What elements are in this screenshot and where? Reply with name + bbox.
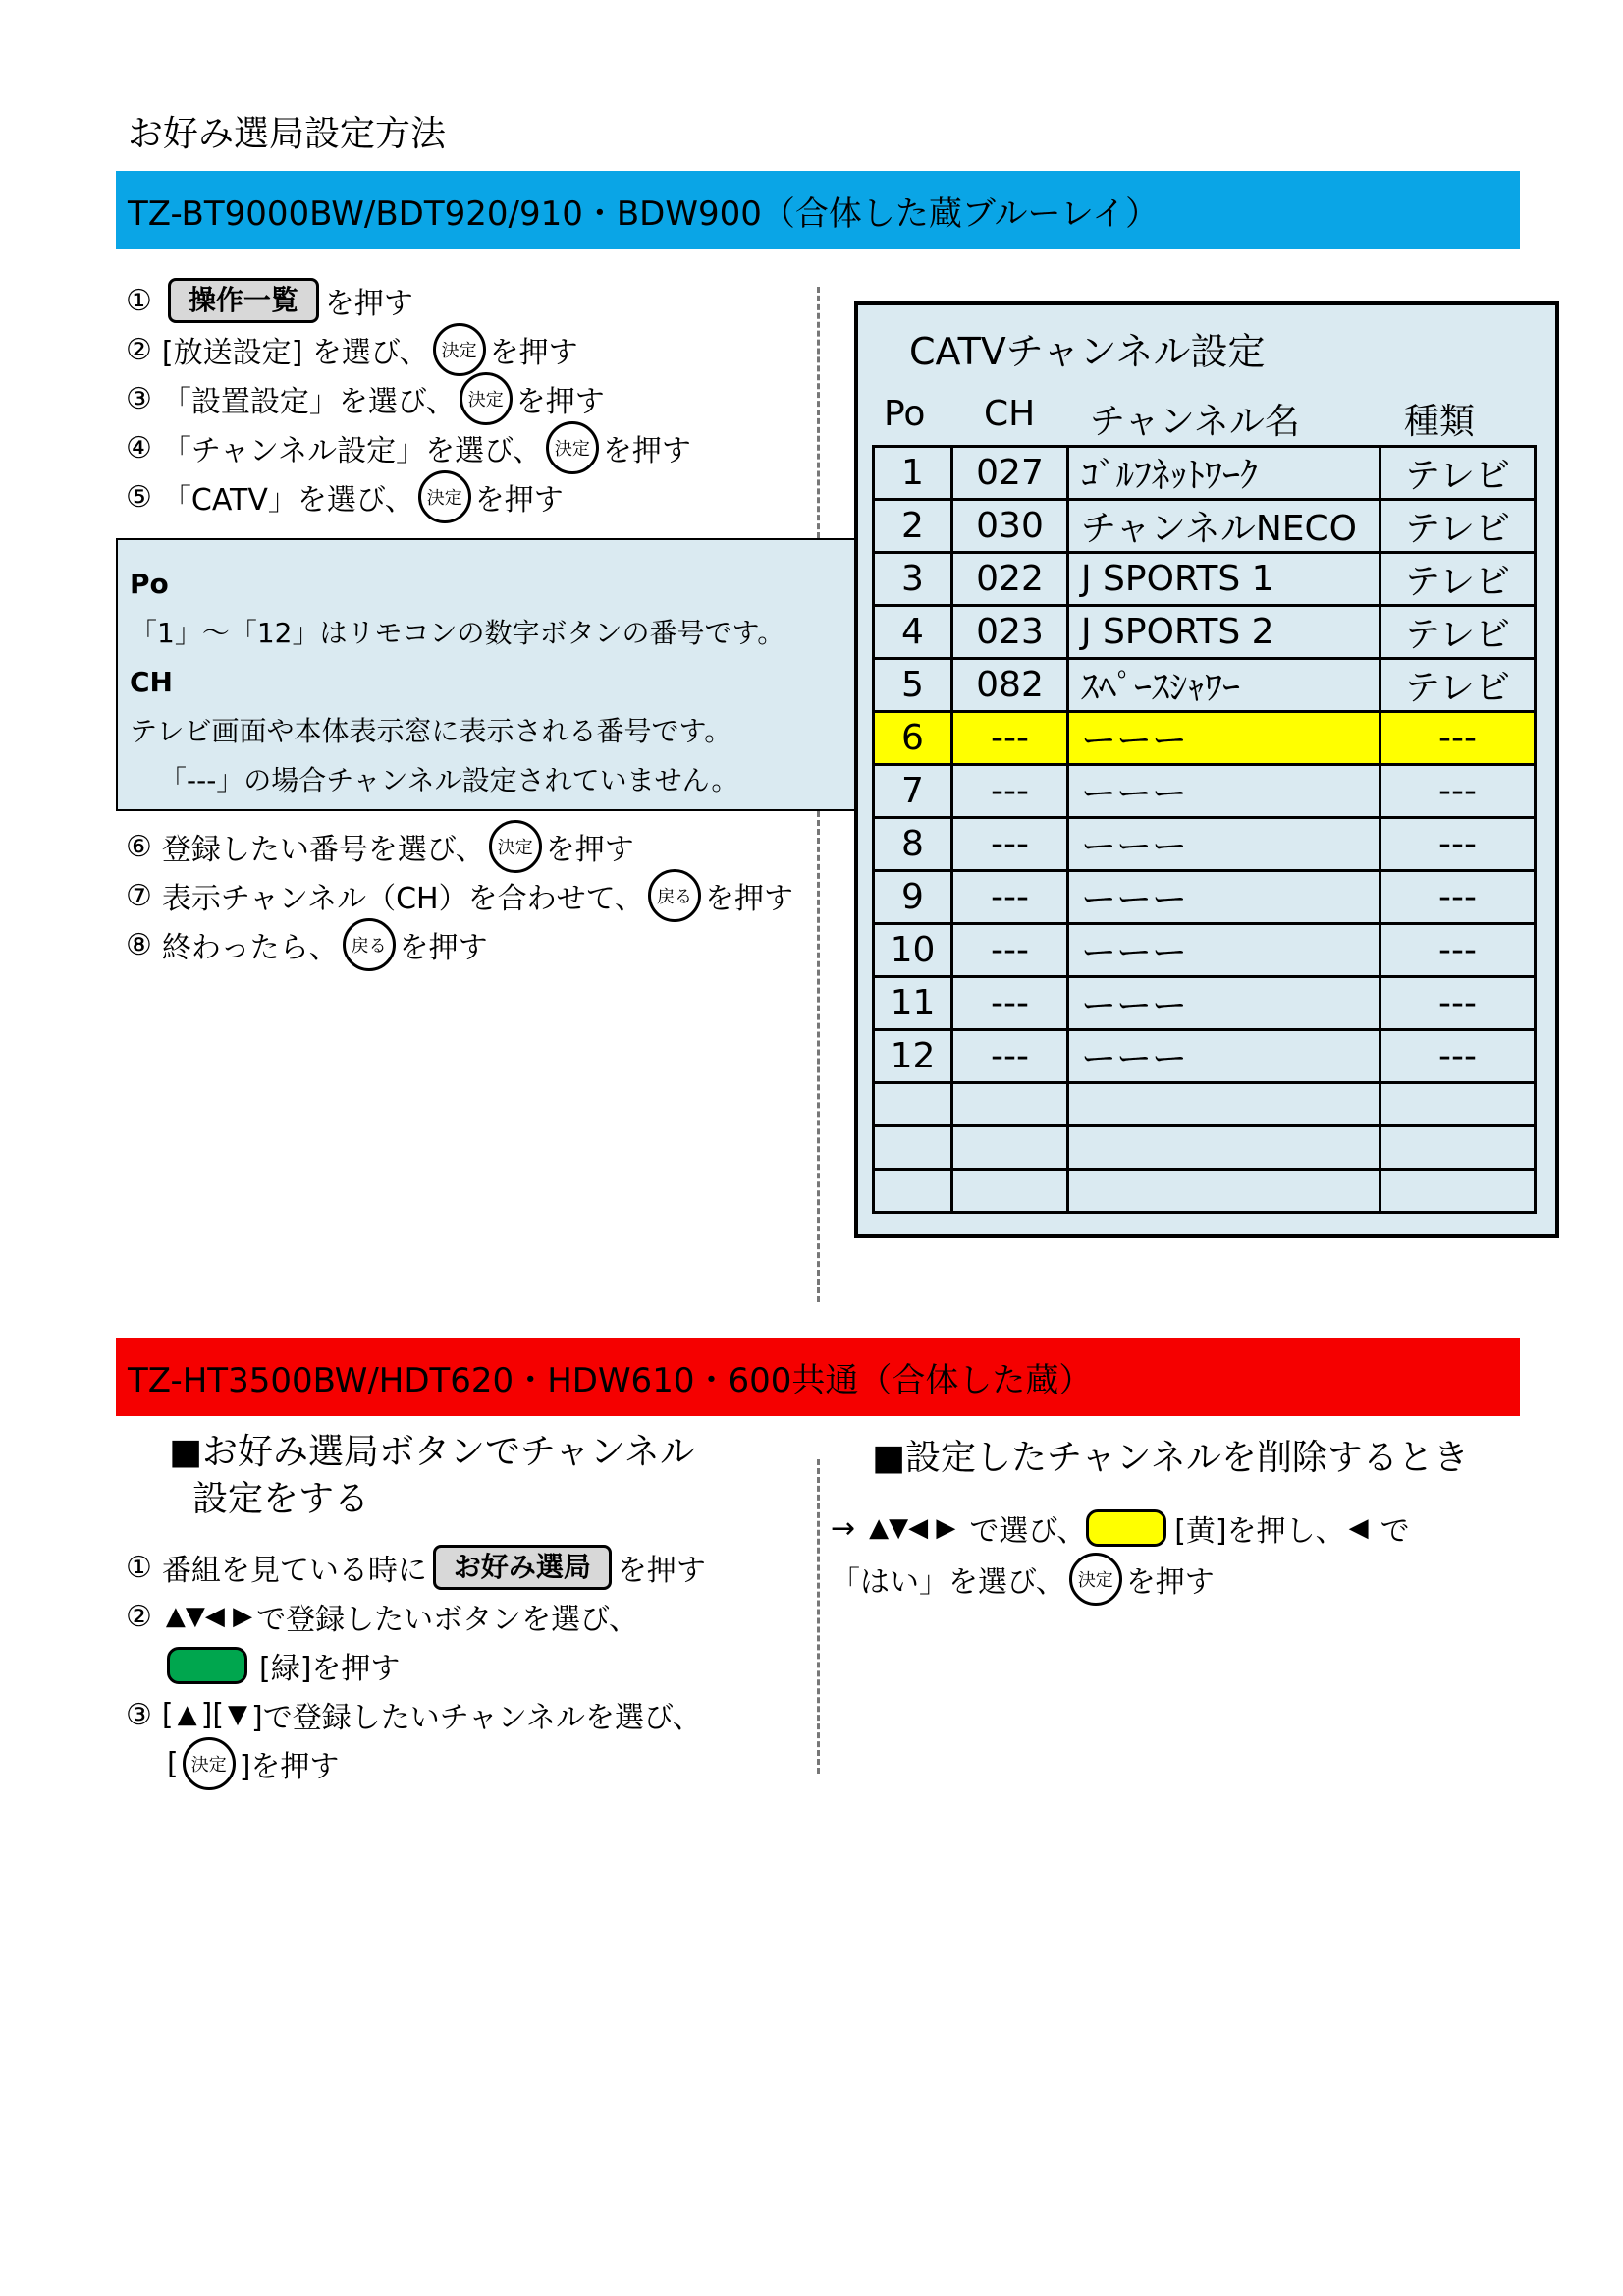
cell-po: 12 xyxy=(874,1030,952,1083)
cell-ch: --- xyxy=(952,977,1068,1030)
cell-ch: --- xyxy=(952,818,1068,871)
cell-ch: --- xyxy=(952,871,1068,924)
cell-po: 9 xyxy=(874,871,952,924)
step-text: [黄]を押し、 xyxy=(1174,1514,1345,1549)
cell-ch: 027 xyxy=(952,447,1068,500)
step-text: を押す xyxy=(474,483,564,518)
channel-row xyxy=(874,765,1536,818)
cell-type: --- xyxy=(1380,977,1536,1030)
col-header-type: 種類 xyxy=(1404,402,1476,442)
section1-header: TZ-BT9000BW/BDT920/910・BDW900（合体した蔵ブルーレイ） xyxy=(116,171,1520,249)
step-1 xyxy=(126,279,413,322)
cell-po: 4 xyxy=(874,606,952,659)
back-key-icon: 戻る xyxy=(343,918,396,971)
catv-channel-panel xyxy=(854,301,1559,1238)
left-heading: ■お好み選局ボタンでチャンネル xyxy=(169,1432,695,1472)
step-text: を押す xyxy=(489,336,578,370)
arrow-icon: → xyxy=(831,1510,856,1546)
step-text: で xyxy=(1380,1514,1410,1549)
ch-text: 「---」の場合チャンネル設定されていません。 xyxy=(159,764,739,796)
cell-type: --- xyxy=(1380,871,1536,924)
left-heading-line2: 設定をする xyxy=(192,1479,370,1519)
cell-name: ｺﾞﾙﾌﾈｯﾄﾜｰｸ xyxy=(1068,447,1380,500)
cell-ch: --- xyxy=(952,924,1068,977)
step-8 xyxy=(126,923,488,966)
arrow-keys-icon: ▲▼◀ ▶ xyxy=(869,1513,956,1543)
step-text: で登録したいボタンを選び、 xyxy=(256,1603,638,1637)
cell-name: ーーー xyxy=(1068,712,1380,765)
cell-type: テレビ xyxy=(1380,606,1536,659)
enter-key-icon: 決定 xyxy=(546,421,599,474)
cell-po: 3 xyxy=(874,553,952,606)
po-heading: Po xyxy=(130,568,169,600)
step-text: で選び、 xyxy=(969,1514,1087,1549)
cell-name: ｽﾍﾟｰｽｼｬﾜｰ xyxy=(1068,659,1380,712)
s2-step-3b xyxy=(167,1742,339,1785)
cell-type: --- xyxy=(1380,712,1536,765)
col-header-name: チャンネル名 xyxy=(1090,402,1300,442)
enter-key-icon: 決定 xyxy=(433,323,486,376)
channel-table xyxy=(872,445,1537,1214)
green-button-icon xyxy=(167,1647,247,1684)
step-text: 表示チャンネル（CH）を合わせて、 xyxy=(161,882,645,916)
step-text: を押す xyxy=(399,931,488,965)
channel-row xyxy=(874,553,1536,606)
channel-row xyxy=(874,1126,1536,1170)
cell-po: 1 xyxy=(874,447,952,500)
s2-step-2b xyxy=(167,1644,400,1687)
cell-po xyxy=(874,1170,952,1213)
s2-step-3 xyxy=(126,1693,702,1736)
cell-po: 11 xyxy=(874,977,952,1030)
cell-name: ーーー xyxy=(1068,924,1380,977)
cell-name: ーーー xyxy=(1068,765,1380,818)
enter-key-icon: 決定 xyxy=(489,820,542,873)
step-number: ② xyxy=(126,1599,152,1634)
back-key-icon: 戻る xyxy=(648,869,701,922)
step-text: 「CATV」を選び、 xyxy=(161,483,414,518)
panel-title: CATVチャンネル設定 xyxy=(909,330,1266,373)
cell-name: J SPORTS 1 xyxy=(1068,553,1380,606)
channel-row xyxy=(874,1083,1536,1126)
channel-row xyxy=(874,818,1536,871)
page-title: お好み選局設定方法 xyxy=(128,114,447,154)
s2-step-1 xyxy=(126,1546,706,1589)
step-7 xyxy=(126,874,793,917)
cell-name: ーーー xyxy=(1068,977,1380,1030)
channel-row xyxy=(874,924,1536,977)
cell-name xyxy=(1068,1083,1380,1126)
cell-ch xyxy=(952,1170,1068,1213)
cell-po: 10 xyxy=(874,924,952,977)
arrow-keys-icon: ▲▼◀ ▶ xyxy=(165,1602,253,1631)
cell-ch: 082 xyxy=(952,659,1068,712)
channel-row xyxy=(874,712,1536,765)
cell-type xyxy=(1380,1126,1536,1170)
s2-step-2 xyxy=(126,1595,638,1638)
enter-key-icon: 決定 xyxy=(460,372,513,425)
step-number: ① xyxy=(126,283,152,318)
right-heading: ■設定したチャンネルを削除するとき xyxy=(872,1438,1469,1478)
cell-name xyxy=(1068,1126,1380,1170)
channel-row xyxy=(874,659,1536,712)
step-number: ② xyxy=(126,332,152,367)
channel-row xyxy=(874,447,1536,500)
operation-list-key: 操作一覧 xyxy=(168,278,319,323)
enter-key-icon: 決定 xyxy=(1069,1553,1122,1606)
step-text: 「設置設定」を選び、 xyxy=(161,385,456,419)
ch-heading: CH xyxy=(130,666,173,698)
cell-type: テレビ xyxy=(1380,500,1536,553)
cell-type: --- xyxy=(1380,818,1536,871)
down-arrow-icon: ▼ xyxy=(228,1700,248,1729)
channel-row xyxy=(874,871,1536,924)
up-arrow-icon: ▲ xyxy=(177,1700,197,1729)
step-number: ④ xyxy=(126,430,152,465)
cell-type: テレビ xyxy=(1380,553,1536,606)
cell-type xyxy=(1380,1083,1536,1126)
left-arrow-icon: ◀ xyxy=(1348,1513,1369,1543)
step-text: を押す xyxy=(602,434,691,468)
step-number: ⑦ xyxy=(126,878,152,913)
step-number: ① xyxy=(126,1550,152,1585)
cell-po: 5 xyxy=(874,659,952,712)
step-text: [放送設定] を選び、 xyxy=(161,336,429,370)
step-text: 番組を見ている時に xyxy=(161,1554,427,1588)
cell-name: チャンネルNECO xyxy=(1068,500,1380,553)
cell-name: ーーー xyxy=(1068,818,1380,871)
cell-name: ーーー xyxy=(1068,1030,1380,1083)
cell-ch: 023 xyxy=(952,606,1068,659)
cell-po: 2 xyxy=(874,500,952,553)
yellow-button-icon xyxy=(1086,1509,1166,1547)
cell-name: J SPORTS 2 xyxy=(1068,606,1380,659)
step-text: 「はい」を選び、 xyxy=(831,1565,1065,1600)
cell-type: --- xyxy=(1380,924,1536,977)
step-text: ]を押す xyxy=(239,1750,340,1784)
col-header-ch: CH xyxy=(984,394,1036,434)
cell-type: テレビ xyxy=(1380,447,1536,500)
channel-row xyxy=(874,500,1536,553)
step-text: を押す xyxy=(515,385,605,419)
divider-line xyxy=(817,811,820,1302)
step-text: を押す xyxy=(324,287,413,321)
bracket: ][ xyxy=(200,1697,225,1732)
cell-ch: --- xyxy=(952,765,1068,818)
step-text: を押す xyxy=(1125,1565,1215,1600)
cell-po: 8 xyxy=(874,818,952,871)
channel-row xyxy=(874,1030,1536,1083)
info-box xyxy=(116,538,862,811)
enter-key-icon: 決定 xyxy=(418,470,471,523)
cell-type: --- xyxy=(1380,765,1536,818)
cell-ch: --- xyxy=(952,1030,1068,1083)
favorite-channel-key: お好み選局 xyxy=(433,1545,612,1590)
delete-instructions-line1 xyxy=(831,1506,1410,1550)
cell-ch xyxy=(952,1083,1068,1126)
step-5 xyxy=(126,475,564,519)
cell-name: ーーー xyxy=(1068,871,1380,924)
delete-instructions-line2 xyxy=(831,1558,1215,1601)
step-text: ]で登録したいチャンネルを選び、 xyxy=(251,1701,702,1735)
step-text: 登録したい番号を選び、 xyxy=(161,833,485,867)
cell-po: 7 xyxy=(874,765,952,818)
cell-type: テレビ xyxy=(1380,659,1536,712)
bracket: [ xyxy=(167,1746,179,1781)
cell-po xyxy=(874,1126,952,1170)
step-number: ⑧ xyxy=(126,927,152,962)
ch-text: テレビ画面や本体表示窓に表示される番号です。 xyxy=(130,715,732,747)
enter-key-icon: 決定 xyxy=(183,1737,236,1790)
step-3 xyxy=(126,377,605,420)
step-number: ⑥ xyxy=(126,829,152,864)
step-number: ⑤ xyxy=(126,479,152,515)
cell-type: --- xyxy=(1380,1030,1536,1083)
cell-ch: --- xyxy=(952,712,1068,765)
step-4 xyxy=(126,426,691,469)
cell-ch: 030 xyxy=(952,500,1068,553)
cell-type xyxy=(1380,1170,1536,1213)
cell-po: 6 xyxy=(874,712,952,765)
step-text: を押す xyxy=(617,1554,706,1588)
step-text: 「チャンネル設定」を選び、 xyxy=(161,434,542,468)
bracket: [ xyxy=(161,1697,174,1732)
cell-name xyxy=(1068,1170,1380,1213)
cell-po xyxy=(874,1083,952,1126)
cell-ch xyxy=(952,1126,1068,1170)
step-text: [緑]を押す xyxy=(259,1652,401,1686)
cell-ch: 022 xyxy=(952,553,1068,606)
step-number: ③ xyxy=(126,1697,152,1732)
channel-row xyxy=(874,1170,1536,1213)
po-text: 「1」～「12」はリモコンの数字ボタンの番号です。 xyxy=(130,617,785,649)
step-2 xyxy=(126,328,578,371)
step-6 xyxy=(126,825,634,868)
col-header-po: Po xyxy=(884,394,926,434)
channel-row xyxy=(874,977,1536,1030)
divider-line xyxy=(817,287,820,538)
step-text: を押す xyxy=(545,833,634,867)
step-text: を押す xyxy=(705,882,794,916)
step-number: ③ xyxy=(126,381,152,416)
divider-line xyxy=(817,1459,820,1774)
section2-header: TZ-HT3500BW/HDT620・HDW610・600共通（合体した蔵） xyxy=(116,1338,1520,1416)
step-text: 終わったら、 xyxy=(161,931,339,965)
channel-row xyxy=(874,606,1536,659)
